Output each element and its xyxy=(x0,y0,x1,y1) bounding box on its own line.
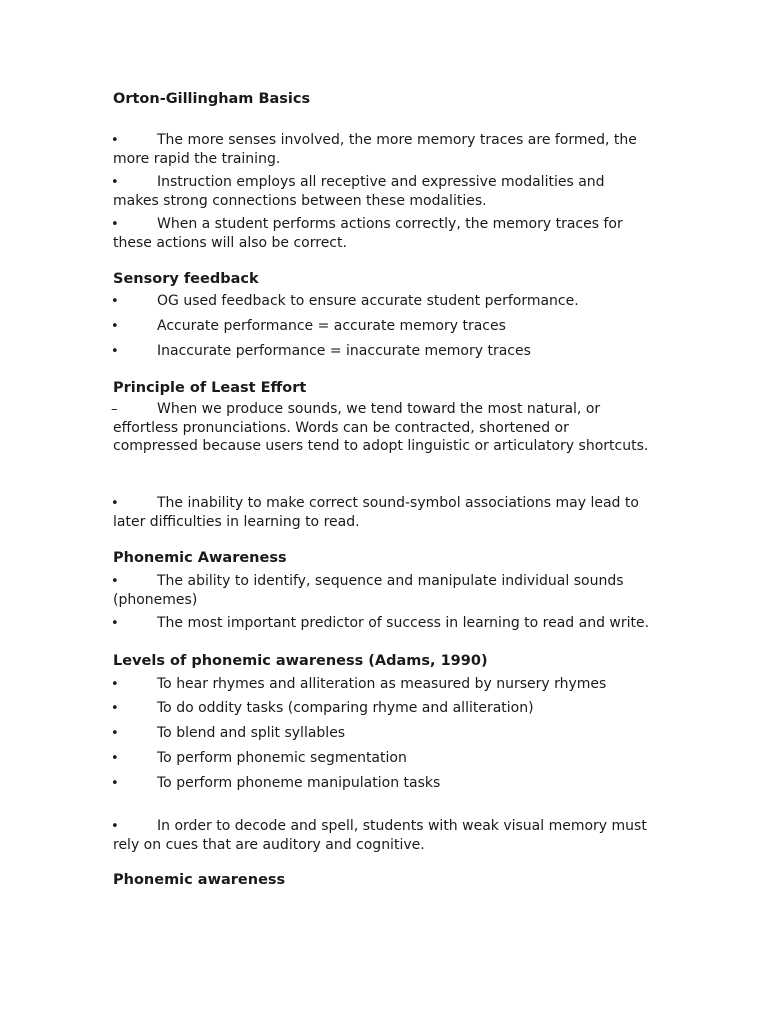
bullet-marker: • xyxy=(111,294,119,309)
section-heading-levels: Levels of phonemic awareness (Adams, 1990) xyxy=(113,653,488,669)
least-effort-dash-text: When we produce sounds, we tend toward the most natural, or effortless pronunciations. Words can be contracted, shortened or compressed because users tend to adopt linguistic or articulatory shortcuts. xyxy=(113,401,649,454)
bullet-marker: • xyxy=(111,344,119,359)
levels-item-2 xyxy=(113,699,653,718)
bullet-marker: • xyxy=(111,726,119,741)
bullet-marker: • xyxy=(111,217,119,232)
sensory-item-3 xyxy=(113,342,653,361)
levels-item-3-text: To blend and split syllables xyxy=(157,725,346,741)
sensory-item-3-text: Inaccurate performance = inaccurate memory traces xyxy=(157,343,531,359)
sensory-item-2 xyxy=(113,317,653,336)
dash-marker: – xyxy=(111,402,118,417)
levels-item-3 xyxy=(113,724,653,743)
bullet-marker: • xyxy=(111,133,119,148)
bullet-marker: • xyxy=(111,574,119,589)
levels-item-5-text: To perform phoneme manipulation tasks xyxy=(157,775,441,791)
levels-item-2-text: To do oddity tasks (comparing rhyme and alliteration) xyxy=(157,700,534,716)
levels-after-item xyxy=(113,817,653,854)
least-effort-bullet-text: The inability to make correct sound-symbol associations may lead to later difficulties in learning to read. xyxy=(113,495,639,530)
intro-item-2 xyxy=(113,173,653,210)
intro-item-3-text: When a student performs actions correctly, the memory traces for these actions will also be correct. xyxy=(113,216,623,251)
section-heading-sensory: Sensory feedback xyxy=(113,271,259,287)
phonemic-item-2 xyxy=(113,614,653,633)
bullet-marker: • xyxy=(111,319,119,334)
intro-item-1-text: The more senses involved, the more memory traces are formed, the more rapid the training. xyxy=(113,132,637,167)
intro-item-2-text: Instruction employs all receptive and expressive modalities and makes strong connections between these modalities. xyxy=(113,174,605,209)
levels-item-1 xyxy=(113,675,653,694)
phonemic-item-1-text: The ability to identify, sequence and manipulate individual sounds (phonemes) xyxy=(113,573,624,608)
bullet-marker: • xyxy=(111,819,119,834)
levels-item-4-text: To perform phonemic segmentation xyxy=(157,750,407,766)
section-heading-phonemic-awareness: Phonemic awareness xyxy=(113,872,286,888)
sensory-item-1 xyxy=(113,292,653,311)
sensory-item-2-text: Accurate performance = accurate memory traces xyxy=(157,318,506,334)
bullet-marker: • xyxy=(111,701,119,716)
intro-item-3 xyxy=(113,215,653,252)
least-effort-dash-item xyxy=(113,400,653,455)
phonemic-item-2-text: The most important predictor of success in learning to read and write. xyxy=(157,615,650,631)
levels-item-5 xyxy=(113,774,653,793)
least-effort-bullet-item xyxy=(113,494,653,531)
intro-item-1 xyxy=(113,131,653,168)
levels-item-4 xyxy=(113,749,653,768)
bullet-marker: • xyxy=(111,776,119,791)
phonemic-item-1 xyxy=(113,572,653,609)
levels-after-item-text: In order to decode and spell, students with weak visual memory must rely on cues that are auditory and cognitive. xyxy=(113,818,647,853)
bullet-marker: • xyxy=(111,751,119,766)
bullet-marker: • xyxy=(111,175,119,190)
section-heading-least-effort: Principle of Least Effort xyxy=(113,380,307,396)
document-title: Orton-Gillingham Basics xyxy=(113,91,311,107)
levels-item-1-text: To hear rhymes and alliteration as measured by nursery rhymes xyxy=(157,676,607,692)
bullet-marker: • xyxy=(111,616,119,631)
bullet-marker: • xyxy=(111,496,119,511)
section-heading-phonemic: Phonemic Awareness xyxy=(113,550,287,566)
sensory-item-1-text: OG used feedback to ensure accurate student performance. xyxy=(157,293,579,309)
bullet-marker: • xyxy=(111,677,119,692)
